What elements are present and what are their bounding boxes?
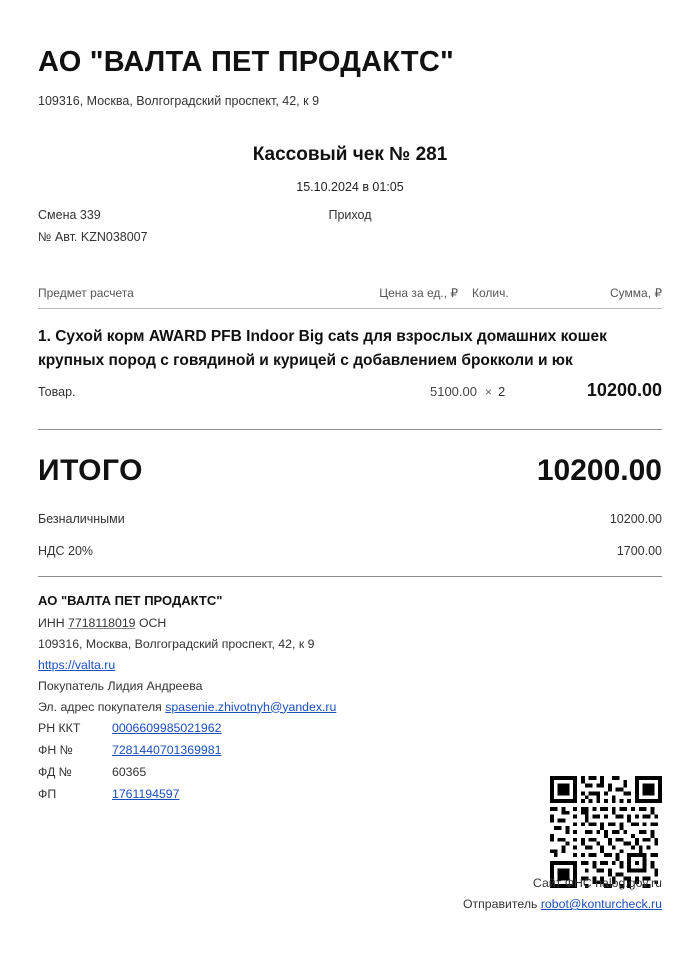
inn-label: ИНН (38, 615, 65, 630)
fns-site: Сайт ФНС nalog.gov.ru (532, 876, 662, 890)
total-label: ИТОГО (38, 453, 143, 487)
fiscal-key-fp: ФП (38, 786, 57, 801)
payment-label: Безналичными (38, 511, 125, 526)
payment-row-vat (38, 544, 662, 558)
sender-label: Отправитель (462, 897, 538, 911)
kkt-number: № Авт. KZN038007 (38, 230, 148, 245)
fiscal-value-rnkkt[interactable]: 0006609985021962 (112, 720, 222, 735)
fiscal-value-fd: 60365 (112, 764, 147, 779)
column-qty: Колич. (472, 286, 509, 301)
item-qty: 2 (498, 383, 506, 399)
company-address: 109316, Москва, Волгоградский проспект, 42, к 9 (38, 94, 320, 109)
footer-address: 109316, Москва, Волгоградский проспект, 42, к 9 (38, 636, 315, 651)
document-datetime: 15.10.2024 в 01:05 (296, 180, 404, 195)
fiscal-value-fn[interactable]: 7281440701369981 (112, 742, 222, 757)
item-row (38, 380, 662, 401)
qr-code[interactable] (550, 776, 662, 888)
column-subject: Предмет расчета (38, 286, 134, 301)
total-value: 10200.00 (536, 453, 662, 487)
vat-label: НДС 20% (38, 543, 94, 558)
fiscal-row-fn (38, 743, 662, 757)
item-name: 1. Сухой корм AWARD PFB Indoor Big cats для взрослых домашних кошек крупных пород с говядиной и курицей с добавлением брокколи и юк (38, 328, 607, 370)
column-price: Цена за ед., ₽ (379, 286, 458, 301)
item-price: 5100.00 (429, 383, 477, 399)
operation-type: Приход (328, 208, 372, 223)
shift-label: Смена 339 (38, 208, 101, 223)
total-row (38, 454, 662, 488)
footer-site-line (38, 658, 662, 672)
item-sum: 10200.00 (586, 379, 662, 400)
company-title: АО "ВАЛТА ПЕТ ПРОДАКТС" (38, 46, 454, 78)
sender-line (463, 897, 662, 911)
footer-company-name: АО "ВАЛТА ПЕТ ПРОДАКТС" (38, 592, 223, 608)
fiscal-key-fd: ФД № (38, 764, 72, 779)
multiply-sign: × (484, 384, 492, 399)
column-sum: Сумма, ₽ (609, 286, 662, 301)
item-type-label: Товар. (38, 384, 76, 399)
tax-system: ОСН (138, 615, 167, 630)
buyer-email-link[interactable]: spasenie.zhivotnyh@yandex.ru (165, 699, 337, 714)
shift-row (38, 208, 662, 226)
fiscal-key-fn: ФН № (38, 742, 73, 757)
items-table-header (38, 286, 662, 308)
payment-row-cashless (38, 512, 662, 526)
payment-value: 10200.00 (609, 511, 662, 526)
inn-value: 7718118019 (68, 615, 136, 630)
divider-above-total (38, 429, 662, 430)
document-title: Кассовый чек № 281 (252, 144, 448, 166)
footer-right-block (463, 876, 662, 918)
receipt-footer (38, 577, 662, 801)
fiscal-row-rnkkt (38, 721, 662, 735)
vat-value: 1700.00 (616, 543, 662, 558)
footer-inn-line (38, 616, 662, 630)
fiscal-key-rnkkt: РН ККТ (38, 720, 81, 735)
divider-table-top (38, 308, 662, 309)
fiscal-value-fp[interactable]: 1761194597 (112, 786, 180, 801)
buyer-email-line (38, 700, 662, 714)
buyer-email-label: Эл. адрес покупателя (38, 699, 162, 714)
company-site-link[interactable]: https://valta.ru (38, 657, 116, 672)
sender-email-link[interactable]: robot@konturcheck.ru (540, 897, 662, 911)
buyer-name: Покупатель Лидия Андреева (38, 678, 203, 693)
